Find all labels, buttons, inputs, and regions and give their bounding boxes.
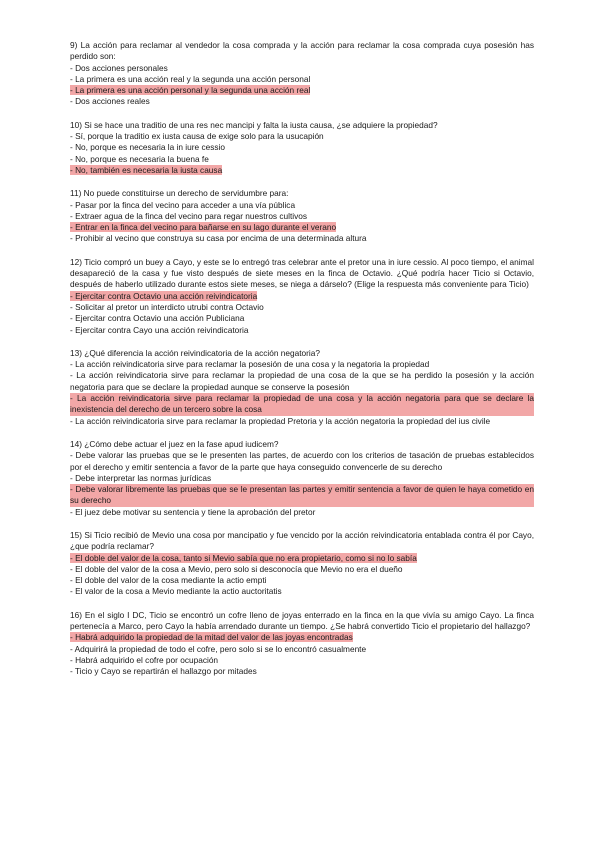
question-text: 14) ¿Cómo debe actuar el juez en la fase apud iudicem? — [70, 438, 279, 449]
exam-page — [70, 40, 534, 690]
option-list — [70, 200, 534, 245]
option-text: - Pasar por la finca del vecino para acceder a una vía pública — [70, 199, 296, 210]
question-text: 11) No puede constituirse un derecho de servidumbre para: — [70, 188, 289, 199]
option-text: - Debe valorar las pruebas que se le presenten las partes, de acuerdo con los criterios de tasación de pruebas establecidos por el derecho y emitir sentencia a favor de la parte que haya conseguido convencerle de su derecho — [70, 450, 534, 472]
option-b — [70, 74, 534, 85]
question-12 — [70, 257, 534, 336]
option-a-correct — [70, 632, 534, 643]
option-a — [70, 450, 534, 473]
option-text: - Ejercitar contra Octavio una acción Publiciana — [70, 313, 245, 324]
option-text: - Debe interpretar las normas jurídicas — [70, 472, 212, 483]
option-text: - El doble del valor de la cosa mediante la actio empti — [70, 575, 267, 586]
option-b — [70, 302, 534, 313]
option-text: - Ejercitar contra Octavio una acción reivindicatoria — [70, 290, 258, 301]
option-c — [70, 655, 534, 666]
option-text: - Habrá adquirido la propiedad de la mitad del valor de las joyas encontradas — [70, 632, 353, 643]
option-d — [70, 586, 534, 597]
option-d — [70, 507, 534, 518]
option-b — [70, 211, 534, 222]
option-text: - La acción reivindicatoria sirve para reclamar la posesión de una cosa y la negatoria la propiedad — [70, 359, 430, 370]
question-text: 10) Si se hace una traditio de una res nec mancipi y falta la iusta causa, ¿se adquiere la propiedad? — [70, 119, 438, 130]
option-text: - No, porque es necesaria la in iure cessio — [70, 142, 225, 153]
option-list — [70, 632, 534, 677]
option-a — [70, 200, 534, 211]
option-text: - Solicitar al pretor un interdicto utrubi contra Octavio — [70, 301, 264, 312]
question-15 — [70, 530, 534, 598]
option-list — [70, 450, 534, 518]
question-text: 13) ¿Qué diferencia la acción reivindicatoria de la acción negatoria? — [70, 347, 320, 358]
option-b — [70, 142, 534, 153]
option-b — [70, 564, 534, 575]
option-text: - Dos acciones reales — [70, 96, 150, 107]
option-a — [70, 359, 534, 370]
option-c — [70, 154, 534, 165]
option-d — [70, 96, 534, 107]
option-text: - Habrá adquirido el cofre por ocupación — [70, 654, 219, 665]
option-d — [70, 325, 534, 336]
option-list — [70, 359, 534, 427]
option-text: - Dos acciones personales — [70, 62, 168, 73]
option-list — [70, 553, 534, 598]
option-c-correct — [70, 85, 534, 96]
option-text: - La acción reivindicatoria sirve para reclamar la propiedad Pretoria y la acción negatoria la propiedad del ius civile — [70, 415, 491, 426]
option-b — [70, 370, 534, 393]
option-d-correct — [70, 165, 534, 176]
option-text: - Ticio y Cayo se repartirán el hallazgo por mitades — [70, 666, 257, 677]
option-a-correct — [70, 291, 534, 302]
option-a-correct — [70, 553, 534, 564]
option-text: - La primera es una acción real y la segunda una acción personal — [70, 73, 311, 84]
option-b — [70, 644, 534, 655]
option-c — [70, 313, 534, 324]
option-text: - No, porque es necesaria la buena fe — [70, 153, 209, 164]
question-14 — [70, 439, 534, 518]
option-c-correct — [70, 222, 534, 233]
option-c-correct — [70, 393, 534, 416]
option-c — [70, 575, 534, 586]
option-d — [70, 233, 534, 244]
option-list — [70, 291, 534, 336]
option-c-correct — [70, 484, 534, 507]
option-text: - Sí, porque la traditio ex iusta causa de exige solo para la usucapión — [70, 131, 324, 142]
option-text: - El valor de la cosa a Mevio mediante la actio auctoritatis — [70, 586, 282, 597]
option-b — [70, 473, 534, 484]
option-list — [70, 131, 534, 176]
option-a — [70, 131, 534, 142]
option-text: - La primera es una acción personal y la segunda una acción real — [70, 85, 311, 96]
option-d — [70, 416, 534, 427]
option-text: - La acción reivindicatoria sirve para reclamar la propiedad de una cosa y la acción negatoria para que se declare la inexistencia del derecho de un tercero sobre la cosa — [70, 393, 534, 415]
question-text: 15) Si Ticio recibió de Mevio una cosa por mancipatio y fue vencido por la acción reivindicatoria entablada contra él por Cayo, ¿que podría reclamar? — [70, 529, 534, 552]
question-9 — [70, 40, 534, 108]
question-13 — [70, 348, 534, 427]
option-text: - La acción reivindicatoria sirve para reclamar la propiedad de una cosa de la que se ha perdido la posesión y la acción negatoria para que se declare la propiedad aunque se conserve la posesión — [70, 370, 534, 392]
option-d — [70, 666, 534, 677]
question-10 — [70, 120, 534, 176]
option-text: - El juez debe motivar su sentencia y tiene la aprobación del pretor — [70, 506, 316, 517]
option-text: - Ejercitar contra Cayo una acción reivindicatoria — [70, 324, 249, 335]
option-text: - Adquirirá la propiedad de todo el cofre, pero solo si se lo encontró casualmente — [70, 643, 367, 654]
option-text: - Prohibir al vecino que construya su casa por encima de una determinada altura — [70, 233, 367, 244]
option-a — [70, 63, 534, 74]
option-text: - Extraer agua de la finca del vecino para regar nuestros cultivos — [70, 210, 308, 221]
option-text: - No, también es necesaria la iusta causa — [70, 164, 223, 175]
option-text: - Debe valorar libremente las pruebas que se le presentan las partes y emitir sentencia a favor de quien le haya cometido en su derecho — [70, 484, 534, 506]
question-11 — [70, 188, 534, 244]
question-16 — [70, 610, 534, 678]
question-text: 12) Ticio compró un buey a Cayo, y este se lo entregó tras celebrar ante el pretor una in iure cessio. Al poco tiempo, el animal desapareció de la casa y fue visto después de siete meses en la finca de Octavio. ¿Qué podría hacer Ticio si Octavio, después de haberlo utilizado durante estos siete meses, se niega a dárselo? (Elige la respuesta más conveniente para Ticio) — [70, 256, 534, 290]
option-list — [70, 63, 534, 108]
option-text: - Entrar en la finca del vecino para bañarse en su lago durante el verano — [70, 222, 337, 233]
question-text: 9) La acción para reclamar al vendedor la cosa comprada y la acción para reclamar la cosa comprada cuya posesión has perdido son: — [70, 40, 534, 62]
option-text: - El doble del valor de la cosa, tanto si Mevio sabía que no era propietario, como si no lo sabía — [70, 552, 417, 563]
question-text: 16) En el siglo I DC, Ticio se encontró un cofre lleno de joyas enterrado en la finca en la que vivía su amigo Cayo. La finca pertenecía a Marco, pero Cayo la había arrendado durante un tiempo. ¿Se habrá convertido Ticio el propietario del hallazgo? — [70, 609, 534, 632]
option-text: - El doble del valor de la cosa a Mevio, pero solo si desconocía que Mevio no era el dueño — [70, 563, 403, 574]
